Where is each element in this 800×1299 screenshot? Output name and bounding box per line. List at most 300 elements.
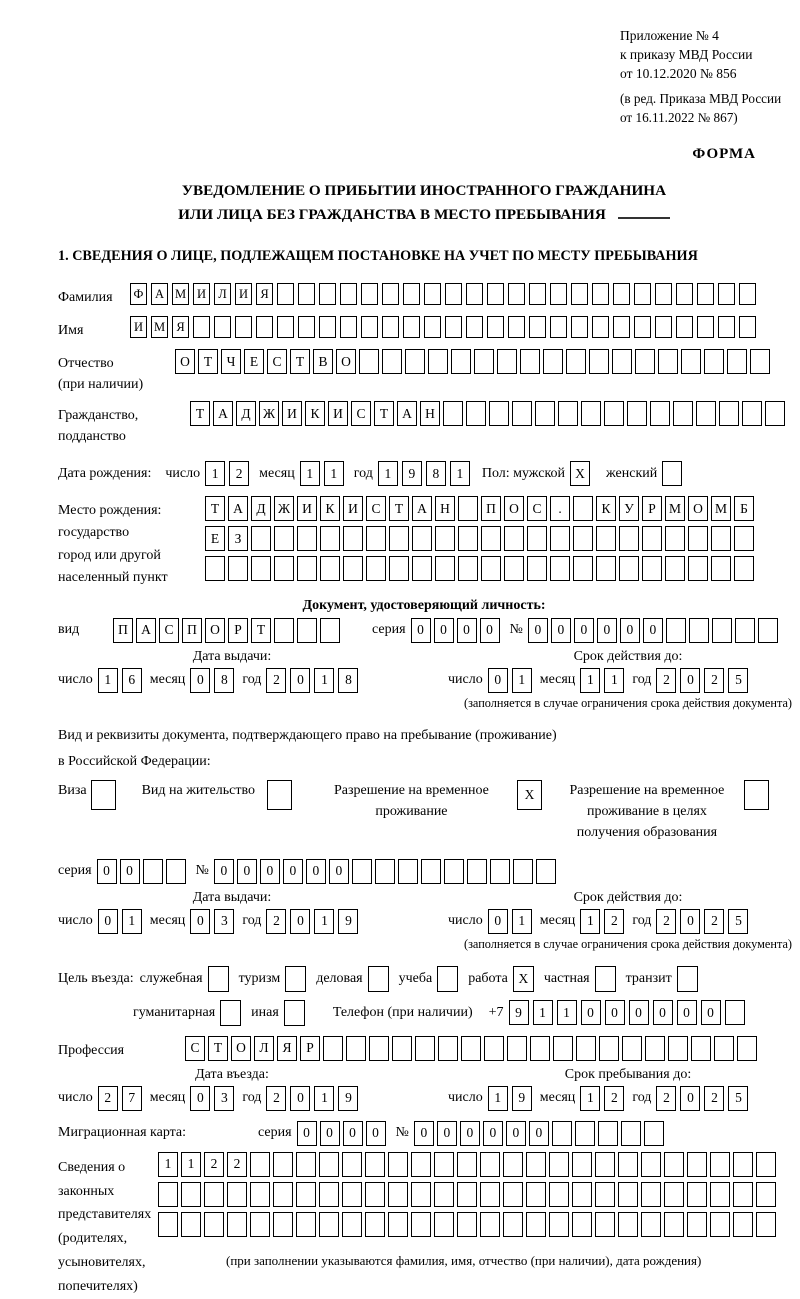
residence-expiry-year-cell[interactable]: 5 [728,909,748,934]
residence-issue-year-cell[interactable]: 2 [266,909,286,934]
citizenship-cell[interactable]: К [305,401,325,426]
residence-number-cell[interactable] [421,859,441,884]
stay-day-cell[interactable]: 9 [512,1086,532,1111]
migration-series-cell[interactable]: 0 [366,1121,386,1146]
stay-year-cell[interactable]: 5 [728,1086,748,1111]
birthplace-cell[interactable] [366,526,386,551]
migration-series-cell[interactable]: 0 [343,1121,363,1146]
citizenship-cell[interactable] [742,401,762,426]
residence-issue-month-cell[interactable]: 3 [214,909,234,934]
female-checkbox-cell[interactable] [662,461,682,486]
representative-cell[interactable]: 1 [158,1152,178,1177]
birthplace-cell[interactable] [573,496,593,521]
birthplace-cell[interactable] [205,556,225,581]
entry-year-cell[interactable]: 9 [338,1086,358,1111]
residence-number-cell[interactable]: 0 [283,859,303,884]
profession-cell[interactable] [622,1036,642,1061]
representative-cell[interactable] [411,1152,431,1177]
citizenship-cell[interactable] [765,401,785,426]
birthplace-cell[interactable]: С [527,496,547,521]
profession-cell[interactable] [461,1036,481,1061]
birthplace-cell[interactable] [573,526,593,551]
representative-cell[interactable] [595,1152,615,1177]
birthplace-cell[interactable] [688,526,708,551]
citizenship-cell[interactable] [512,401,532,426]
profession-cell[interactable]: Т [208,1036,228,1061]
doc-type-cell[interactable]: П [182,618,202,643]
representative-cell[interactable] [641,1212,661,1237]
birth-year-cell[interactable]: 1 [378,461,398,486]
entry-month-cell[interactable]: 3 [214,1086,234,1111]
phone-cell[interactable]: 9 [509,1000,529,1025]
migration-number-cell[interactable]: 0 [437,1121,457,1146]
firstname-cell[interactable] [382,316,399,338]
birthplace-cell[interactable] [481,526,501,551]
phone-cell[interactable]: 0 [701,1000,721,1025]
stay-year-cell[interactable]: 2 [656,1086,676,1111]
representative-cell[interactable] [273,1182,293,1207]
phone-cell[interactable]: 1 [533,1000,553,1025]
phone-cell[interactable]: 0 [581,1000,601,1025]
residence-number-cell[interactable] [536,859,556,884]
citizenship-cell[interactable] [443,401,463,426]
surname-cell[interactable] [382,283,399,305]
surname-cell[interactable] [424,283,441,305]
profession-cell[interactable] [714,1036,734,1061]
birthplace-cell[interactable] [527,556,547,581]
patronymic-cell[interactable] [612,349,632,374]
birthplace-cell[interactable]: У [619,496,639,521]
representative-cell[interactable] [227,1212,247,1237]
representative-cell[interactable] [273,1152,293,1177]
profession-cell[interactable] [392,1036,412,1061]
phone-cell[interactable]: 0 [677,1000,697,1025]
profession-cell[interactable]: Р [300,1036,320,1061]
representative-cell[interactable] [158,1212,178,1237]
surname-cell[interactable] [466,283,483,305]
representative-cell[interactable] [526,1212,546,1237]
birthplace-cell[interactable] [297,526,317,551]
entry-day-cell[interactable]: 7 [122,1086,142,1111]
migration-number-cell[interactable] [552,1121,572,1146]
migration-number-cell[interactable] [575,1121,595,1146]
birthplace-cell[interactable] [527,526,547,551]
representative-cell[interactable] [687,1152,707,1177]
surname-cell[interactable] [718,283,735,305]
representative-cell[interactable] [756,1152,776,1177]
profession-cell[interactable] [507,1036,527,1061]
profession-cell[interactable] [553,1036,573,1061]
residence-expiry-year-cell[interactable]: 2 [656,909,676,934]
patronymic-cell[interactable] [727,349,747,374]
stay-year-cell[interactable]: 2 [704,1086,724,1111]
firstname-cell[interactable] [718,316,735,338]
doc-issue-year-cell[interactable]: 2 [266,668,286,693]
birthplace-cell[interactable] [734,556,754,581]
birthplace-cell[interactable] [665,556,685,581]
firstname-cell[interactable] [550,316,567,338]
phone-cell[interactable]: 1 [557,1000,577,1025]
representative-cell[interactable] [250,1182,270,1207]
doc-expiry-year-cell[interactable]: 2 [656,668,676,693]
profession-cell[interactable] [346,1036,366,1061]
surname-cell[interactable] [550,283,567,305]
entry-day-cell[interactable]: 2 [98,1086,118,1111]
birthplace-cell[interactable] [297,556,317,581]
representative-cell[interactable] [756,1212,776,1237]
doc-number-cell[interactable]: 0 [574,618,594,643]
birthplace-cell[interactable]: Т [389,496,409,521]
birthplace-cell[interactable]: А [228,496,248,521]
representative-cell[interactable] [388,1182,408,1207]
residence-series-cell[interactable]: 0 [97,859,117,884]
representative-cell[interactable] [250,1152,270,1177]
citizenship-cell[interactable]: Д [236,401,256,426]
representative-cell[interactable] [250,1212,270,1237]
patronymic-cell[interactable]: Т [290,349,310,374]
surname-cell[interactable]: А [151,283,168,305]
citizenship-cell[interactable] [627,401,647,426]
doc-issue-month-cell[interactable]: 0 [190,668,210,693]
patronymic-cell[interactable] [451,349,471,374]
representative-cell[interactable] [319,1212,339,1237]
purpose-checkbox-cell[interactable] [368,966,389,992]
entry-year-cell[interactable]: 1 [314,1086,334,1111]
surname-cell[interactable]: Ф [130,283,147,305]
surname-cell[interactable] [739,283,756,305]
representative-cell[interactable] [319,1152,339,1177]
firstname-cell[interactable] [634,316,651,338]
birthplace-cell[interactable]: М [711,496,731,521]
representative-cell[interactable] [549,1152,569,1177]
surname-cell[interactable] [298,283,315,305]
birthplace-cell[interactable]: А [412,496,432,521]
firstname-cell[interactable] [361,316,378,338]
patronymic-cell[interactable]: В [313,349,333,374]
firstname-cell[interactable] [697,316,714,338]
patronymic-cell[interactable] [359,349,379,374]
doc-series-cell[interactable]: 0 [434,618,454,643]
birth-year-cell[interactable]: 9 [402,461,422,486]
edu-checkbox-cell[interactable] [744,780,769,810]
migration-number-cell[interactable]: 0 [529,1121,549,1146]
birth-day-cell[interactable]: 2 [229,461,249,486]
birthplace-cell[interactable] [274,556,294,581]
representative-cell[interactable] [227,1182,247,1207]
profession-cell[interactable] [323,1036,343,1061]
residence-number-cell[interactable]: 0 [260,859,280,884]
representative-cell[interactable] [687,1212,707,1237]
representative-cell[interactable] [158,1182,178,1207]
residence-number-cell[interactable] [513,859,533,884]
male-checkbox-cell[interactable]: X [570,461,590,486]
representative-cell[interactable] [710,1182,730,1207]
doc-type-cell[interactable]: Т [251,618,271,643]
representative-cell[interactable] [365,1182,385,1207]
doc-number-cell[interactable] [712,618,732,643]
profession-cell[interactable] [691,1036,711,1061]
birthplace-cell[interactable] [228,556,248,581]
doc-type-cell[interactable]: О [205,618,225,643]
birthplace-cell[interactable] [688,556,708,581]
patronymic-cell[interactable] [681,349,701,374]
birthplace-cell[interactable]: С [366,496,386,521]
surname-cell[interactable] [340,283,357,305]
birthplace-cell[interactable] [711,526,731,551]
surname-cell[interactable]: Я [256,283,273,305]
firstname-cell[interactable] [655,316,672,338]
residence-series-cell[interactable]: 0 [120,859,140,884]
representative-cell[interactable] [365,1152,385,1177]
profession-cell[interactable] [369,1036,389,1061]
citizenship-cell[interactable]: Н [420,401,440,426]
birth-month-cell[interactable]: 1 [300,461,320,486]
profession-cell[interactable] [668,1036,688,1061]
firstname-cell[interactable] [466,316,483,338]
migration-number-cell[interactable] [598,1121,618,1146]
representative-cell[interactable] [365,1212,385,1237]
birthplace-cell[interactable]: К [320,496,340,521]
doc-issue-day-cell[interactable]: 6 [122,668,142,693]
firstname-cell[interactable] [256,316,273,338]
birthplace-cell[interactable] [435,526,455,551]
entry-year-cell[interactable]: 0 [290,1086,310,1111]
doc-type-cell[interactable] [320,618,340,643]
patronymic-cell[interactable] [474,349,494,374]
citizenship-cell[interactable] [650,401,670,426]
migration-series-cell[interactable]: 0 [297,1121,317,1146]
profession-cell[interactable] [737,1036,757,1061]
entry-year-cell[interactable]: 2 [266,1086,286,1111]
residence-number-cell[interactable] [490,859,510,884]
firstname-cell[interactable] [445,316,462,338]
residence-expiry-day-cell[interactable]: 1 [512,909,532,934]
representative-cell[interactable] [641,1152,661,1177]
representative-cell[interactable] [595,1182,615,1207]
representative-cell[interactable] [296,1182,316,1207]
surname-cell[interactable] [277,283,294,305]
surname-cell[interactable] [655,283,672,305]
residence-series-cell[interactable] [166,859,186,884]
profession-cell[interactable] [599,1036,619,1061]
surname-cell[interactable]: И [235,283,252,305]
birthplace-cell[interactable]: Ж [274,496,294,521]
doc-expiry-year-cell[interactable]: 2 [704,668,724,693]
representative-cell[interactable] [342,1212,362,1237]
patronymic-cell[interactable]: Ч [221,349,241,374]
birthplace-cell[interactable] [320,526,340,551]
residence-expiry-month-cell[interactable]: 1 [580,909,600,934]
temp-checkbox-cell[interactable]: X [517,780,542,810]
patronymic-cell[interactable] [566,349,586,374]
purpose-checkbox-cell[interactable] [208,966,229,992]
surname-cell[interactable] [571,283,588,305]
representative-cell[interactable] [411,1182,431,1207]
migration-number-cell[interactable] [621,1121,641,1146]
citizenship-cell[interactable] [719,401,739,426]
birthplace-cell[interactable] [343,556,363,581]
firstname-cell[interactable]: И [130,316,147,338]
birthplace-cell[interactable] [389,526,409,551]
doc-number-cell[interactable]: 0 [643,618,663,643]
representative-cell[interactable] [503,1212,523,1237]
migration-number-cell[interactable] [644,1121,664,1146]
surname-cell[interactable] [508,283,525,305]
migration-number-cell[interactable]: 0 [483,1121,503,1146]
firstname-cell[interactable] [319,316,336,338]
profession-cell[interactable] [484,1036,504,1061]
stay-month-cell[interactable]: 1 [580,1086,600,1111]
patronymic-cell[interactable]: Е [244,349,264,374]
patronymic-cell[interactable] [750,349,770,374]
residence-expiry-year-cell[interactable]: 2 [704,909,724,934]
representative-cell[interactable]: 2 [204,1152,224,1177]
representative-cell[interactable] [664,1152,684,1177]
doc-issue-year-cell[interactable]: 0 [290,668,310,693]
citizenship-cell[interactable] [489,401,509,426]
doc-number-cell[interactable] [735,618,755,643]
doc-number-cell[interactable]: 0 [597,618,617,643]
citizenship-cell[interactable]: А [213,401,233,426]
representative-cell[interactable] [434,1182,454,1207]
representative-cell[interactable] [526,1152,546,1177]
surname-cell[interactable] [361,283,378,305]
representative-cell[interactable] [572,1182,592,1207]
residence-number-cell[interactable] [398,859,418,884]
representative-cell[interactable] [595,1212,615,1237]
surname-cell[interactable] [613,283,630,305]
patronymic-cell[interactable] [405,349,425,374]
surname-cell[interactable]: И [193,283,210,305]
surname-cell[interactable]: Л [214,283,231,305]
citizenship-cell[interactable]: Т [190,401,210,426]
surname-cell[interactable] [403,283,420,305]
representative-cell[interactable] [687,1182,707,1207]
birthplace-cell[interactable] [711,556,731,581]
doc-series-cell[interactable]: 0 [411,618,431,643]
doc-number-cell[interactable] [666,618,686,643]
birthplace-cell[interactable] [435,556,455,581]
surname-cell[interactable] [487,283,504,305]
residence-number-cell[interactable] [352,859,372,884]
birthplace-cell[interactable]: Т [205,496,225,521]
birthplace-cell[interactable] [504,556,524,581]
doc-expiry-year-cell[interactable]: 5 [728,668,748,693]
patronymic-cell[interactable]: О [175,349,195,374]
doc-issue-year-cell[interactable]: 8 [338,668,358,693]
surname-cell[interactable] [697,283,714,305]
purpose-checkbox-cell[interactable] [220,1000,241,1026]
birthplace-cell[interactable]: К [596,496,616,521]
citizenship-cell[interactable] [604,401,624,426]
purpose-checkbox-cell[interactable] [285,966,306,992]
representative-cell[interactable] [480,1152,500,1177]
birthplace-cell[interactable] [389,556,409,581]
representative-cell[interactable] [664,1212,684,1237]
birth-year-cell[interactable]: 1 [450,461,470,486]
firstname-cell[interactable] [592,316,609,338]
representative-cell[interactable] [204,1212,224,1237]
doc-issue-month-cell[interactable]: 8 [214,668,234,693]
representative-cell[interactable] [388,1212,408,1237]
representative-cell[interactable] [572,1152,592,1177]
birthplace-cell[interactable] [619,526,639,551]
firstname-cell[interactable] [298,316,315,338]
doc-number-cell[interactable] [758,618,778,643]
birthplace-cell[interactable]: Н [435,496,455,521]
firstname-cell[interactable] [529,316,546,338]
birthplace-cell[interactable]: Б [734,496,754,521]
firstname-cell[interactable] [235,316,252,338]
birthplace-cell[interactable]: И [343,496,363,521]
representative-cell[interactable] [388,1152,408,1177]
residence-number-cell[interactable]: 0 [214,859,234,884]
firstname-cell[interactable] [403,316,420,338]
citizenship-cell[interactable] [466,401,486,426]
permit-checkbox-cell[interactable] [267,780,292,810]
residence-series-cell[interactable] [143,859,163,884]
citizenship-cell[interactable] [673,401,693,426]
profession-cell[interactable]: Л [254,1036,274,1061]
doc-type-cell[interactable] [274,618,294,643]
residence-number-cell[interactable] [375,859,395,884]
doc-expiry-year-cell[interactable]: 0 [680,668,700,693]
patronymic-cell[interactable] [543,349,563,374]
firstname-cell[interactable] [676,316,693,338]
birthplace-cell[interactable]: Д [251,496,271,521]
doc-number-cell[interactable] [689,618,709,643]
birth-day-cell[interactable]: 1 [205,461,225,486]
firstname-cell[interactable] [193,316,210,338]
representative-cell[interactable] [296,1152,316,1177]
residence-expiry-year-cell[interactable]: 0 [680,909,700,934]
doc-type-cell[interactable]: Р [228,618,248,643]
birthplace-cell[interactable] [412,526,432,551]
patronymic-cell[interactable] [497,349,517,374]
doc-series-cell[interactable]: 0 [480,618,500,643]
profession-cell[interactable] [530,1036,550,1061]
phone-cell[interactable]: 0 [629,1000,649,1025]
doc-number-cell[interactable]: 0 [551,618,571,643]
phone-cell[interactable] [725,1000,745,1025]
birthplace-cell[interactable] [642,526,662,551]
doc-type-cell[interactable]: П [113,618,133,643]
representative-cell[interactable] [572,1212,592,1237]
birthplace-cell[interactable] [619,556,639,581]
surname-cell[interactable]: М [172,283,189,305]
citizenship-cell[interactable] [581,401,601,426]
surname-cell[interactable] [676,283,693,305]
doc-type-cell[interactable]: С [159,618,179,643]
residence-number-cell[interactable] [444,859,464,884]
representative-cell[interactable] [503,1182,523,1207]
representative-cell[interactable] [664,1182,684,1207]
birthplace-cell[interactable] [458,496,478,521]
representative-cell[interactable] [342,1182,362,1207]
birthplace-cell[interactable] [665,526,685,551]
representative-cell[interactable]: 1 [181,1152,201,1177]
representative-cell[interactable]: 2 [227,1152,247,1177]
residence-number-cell[interactable]: 0 [306,859,326,884]
profession-cell[interactable] [645,1036,665,1061]
representative-cell[interactable] [204,1182,224,1207]
birthplace-cell[interactable] [458,526,478,551]
firstname-cell[interactable] [277,316,294,338]
residence-issue-day-cell[interactable]: 1 [122,909,142,934]
residence-issue-month-cell[interactable]: 0 [190,909,210,934]
representative-cell[interactable] [549,1182,569,1207]
representative-cell[interactable] [457,1152,477,1177]
